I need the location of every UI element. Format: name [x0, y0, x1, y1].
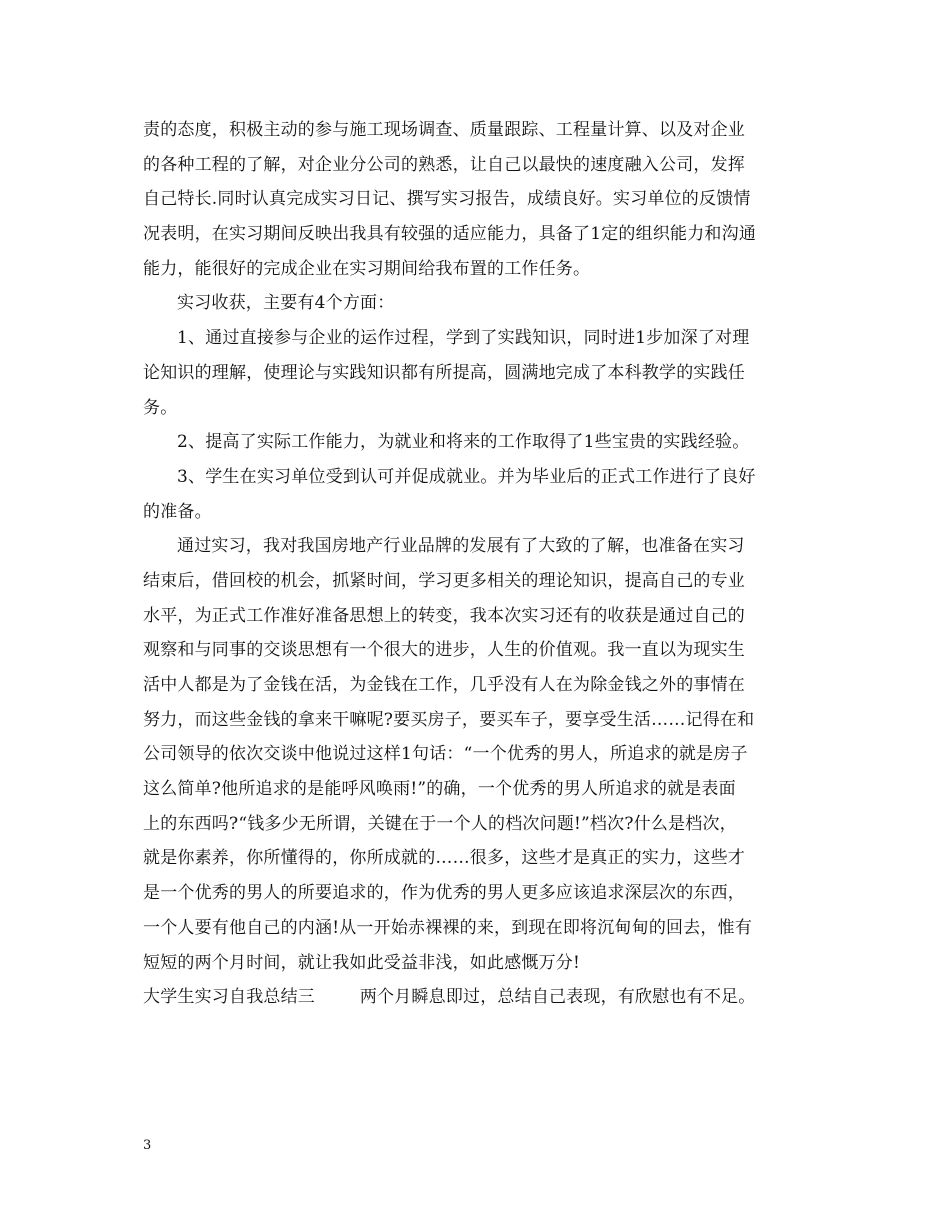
text-line: 就是你素养，你所懂得的，你所成就的……很多，这些才是真正的实力，这些才 [143, 848, 745, 869]
text-line: 大学生实习自我总结三 两个月瞬息即过，总结自己表现，有欣慰也有不足。 [143, 987, 756, 1008]
text-line: 责的态度，积极主动的参与施工现场调查、质量跟踪、工程量计算、以及对企业 [143, 120, 745, 140]
page-number: 3 [143, 1138, 152, 1153]
text-line: 况表明，在实习期间反映出我具有较强的适应能力，具备了1定的组织能力和沟通 [143, 224, 757, 245]
text-line: 务。 [143, 397, 178, 418]
text-line: 1、通过直接参与企业的运作过程，学到了实践知识，同时进1步加深了对理 [177, 328, 750, 349]
text-line: 的各种工程的了解，对企业分公司的熟悉，让自己以最快的速度融入公司，发挥 [143, 154, 745, 175]
text-line: 通过实习，我对我国房地产行业品牌的发展有了大致的了解，也准备在实习 [177, 536, 745, 557]
document-body [143, 113, 823, 1015]
text-line: 短短的两个月时间，就让我如此受益非浅，如此感慨万分! [143, 952, 581, 973]
text-line: 3、学生在实习单位受到认可并促成就业。并为毕业后的正式工作进行了良好 [177, 466, 756, 487]
text-line: 论知识的理解，使理论与实践知识都有所提高，圆满地完成了本科教学的实践任 [143, 362, 745, 383]
text-line: 能力，能很好的完成企业在实习期间给我布置的工作任务。 [143, 258, 591, 279]
text-line: 2、提高了实际工作能力，为就业和将来的工作取得了1些宝贵的实践经验。 [177, 432, 750, 453]
text-line: 观察和与同事的交谈思想有一个很大的进步，人生的价值观。我一直以为现实生 [143, 640, 745, 661]
text-line: 实习收获，主要有4个方面： [177, 293, 395, 314]
text-line: 水平，为正式工作准好准备思想上的转变，我本次实习还有的收获是通过自己的 [143, 605, 745, 626]
text-line: 结束后，借回校的机会，抓紧时间，学习更多相关的理论知识，提高自己的专业 [143, 570, 745, 591]
text-line: 这么简单?他所追求的是能呼风唤雨!”的确，一个优秀的男人所追求的就是表面 [143, 779, 736, 800]
text-line: 一个人要有他自己的内涵!从一开始赤裸裸的来，到现在即将沉甸甸的回去，惟有 [143, 917, 753, 938]
text-line: 努力，而这些金钱的拿来干嘛呢?要买房子，要买车子，要享受生活……记得在和 [143, 709, 755, 730]
text-line: 是一个优秀的男人的所要追求的，作为优秀的男人更多应该追求深层次的东西， [143, 883, 745, 904]
text-line: 自己特长.同时认真完成实习日记、撰写实习报告，成绩良好。实习单位的反馈情 [143, 189, 751, 210]
text-line: 上的东西吗?“钱多少无所谓，关键在于一个人的档次问题!”档次?什么是档次， [143, 813, 737, 834]
text-line: 公司领导的依次交谈中他说过这样1句话：“一个优秀的男人，所追求的就是房子 [143, 744, 748, 765]
text-line: 活中人都是为了金钱在活，为金钱在工作，几乎没有人在为除金钱之外的事情在 [143, 675, 745, 695]
text-line: 的准备。 [143, 501, 212, 522]
